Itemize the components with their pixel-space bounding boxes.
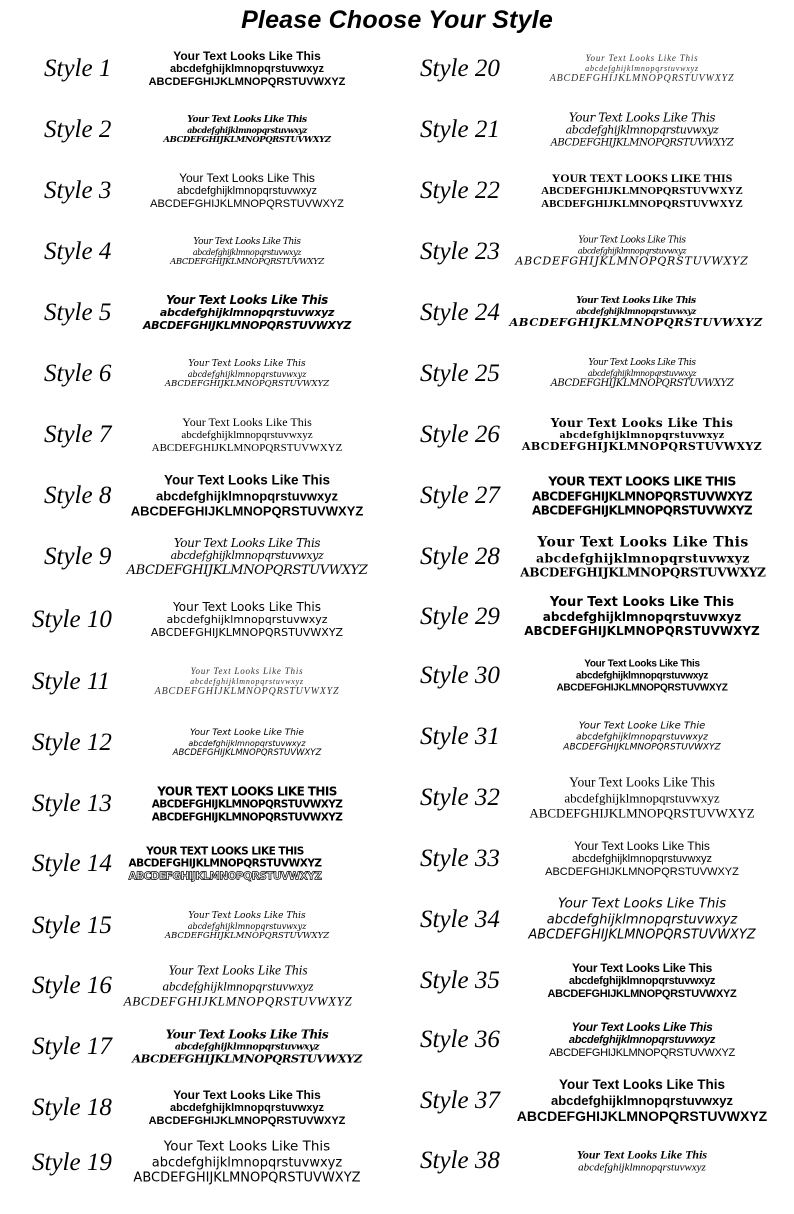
sample-line-3: ABCDEFGHIJKLMNOPQRSTUVWXYZ [547,988,737,1001]
font-sample [497,961,787,1001]
style-option[interactable] [0,590,397,650]
style-label: Style 5 [44,299,112,326]
sample-line-1: Your Text Looks Like This [165,1027,329,1042]
style-label: Style 20 [420,55,500,82]
style-option[interactable] [0,652,397,712]
style-option[interactable] [397,466,794,526]
style-option[interactable] [0,1078,397,1138]
font-sample [497,171,787,211]
sample-line-2: abcdefghijklmnopqrstuvwxyz [166,613,328,627]
style-option[interactable] [0,956,397,1016]
style-label: Style 32 [420,784,500,811]
sample-line-1: Your Text Looks Like This [574,838,710,853]
style-option[interactable] [397,39,794,99]
style-label: Style 14 [32,850,112,877]
page-title: Please Choose Your Style [241,6,553,34]
sample-line-3: ABCDEFGHIJKLMNOPQRSTUVWXYZ [520,565,766,580]
font-sample [110,845,340,882]
style-option[interactable] [397,829,794,889]
sample-line-3: ABCDEFGHIJKLMNOPQRSTUVWXYZ [532,503,752,518]
sample-line-2: abcdefghijklmnopqrstuvwxyz [585,63,699,73]
sample-line-2: abcdefghijklmnopqrstuvwxyz [550,1093,734,1109]
sample-line-2: ABCDEFGHIJKLMNOPQRSTUVWXYZ [128,857,322,870]
style-label: Style 35 [420,967,500,994]
style-label: Style 37 [420,1087,500,1114]
style-label: Style 25 [420,360,500,387]
sample-line-3: ABCDEFGHIJKLMNOPQRSTUVWXYZ [516,1108,768,1125]
font-sample [112,293,382,333]
sample-line-1: Your Text Looke Like Thie [190,727,304,738]
font-sample [481,296,791,330]
sample-line-2: abcdefghijklmnopqrstuvwxyz [568,1034,716,1047]
style-label: Style 24 [420,299,500,326]
font-sample [112,115,382,145]
sample-line-1: Your Text Looks Like This [165,292,328,307]
font-sample [487,235,777,268]
font-sample [497,775,787,822]
font-sample [497,1077,787,1125]
sample-line-2: abcdefghijklmnopqrstuvwxyz [174,1041,320,1053]
sample-line-3: ABCDEFGHIJKLMNOPQRSTUVWXYZ [170,257,324,268]
style-option[interactable] [397,1131,794,1191]
sample-line-3: ABCDEFGHIJKLMNOPQRSTUVWXYZ [164,379,330,390]
style-label: Style 21 [420,116,500,143]
sample-line-1: Your Text Looks Like This [190,666,304,677]
font-sample [497,720,787,753]
style-option[interactable] [397,527,794,587]
style-label: Style 3 [44,177,112,204]
sample-line-2: abcdefghijklmnopqrstuvwxyz [170,548,324,562]
style-label: Style 7 [44,421,112,448]
style-option[interactable] [0,527,397,587]
style-label: Style 18 [32,1094,112,1121]
sample-line-2: abcdefghijklmnopqrstuvwxyz [565,123,719,137]
font-sample [88,963,388,1010]
style-option[interactable] [0,466,397,526]
sample-line-1: Your Text Looks Like This [188,358,306,369]
sample-line-1: Your Text Looks Like This [537,534,749,551]
sample-line-3: ABCDEFGHIJKLMNOPQRSTUVWXYZ [151,442,343,455]
style-option[interactable] [397,951,794,1011]
sample-line-3: ABCDEFGHIJKLMNOPQRSTUVWXYZ [556,681,728,693]
style-option[interactable] [0,1017,397,1077]
style-label: Style 1 [44,55,112,82]
sample-line-1: Your Text Looks Like This [168,962,308,978]
sample-line-3: ABCDEFGHIJKLMNOPQRSTUVWXYZ [549,1047,735,1060]
sample-line-1: Your Text Looks Like This [173,535,321,550]
sample-line-3: ABCDEFGHIJKLMNOPQRSTUVWXYZ [172,748,322,759]
style-option[interactable] [397,1071,794,1131]
sample-line-3: ABCDEFGHIJKLMNOPQRSTUVWXYZ [126,562,368,578]
font-sample [497,1020,787,1060]
style-option[interactable] [0,713,397,773]
sample-line-2: abcdefghijklmnopqrstuvwxyz [151,1155,343,1171]
sample-line-2: abcdefghijklmnopqrstuvwxyz [536,549,750,565]
sample-line-3: ABCDEFGHIJKLMNOPQRSTUVWXYZ [148,76,346,89]
sample-line-1: Your Text Looks Like This [550,415,734,430]
style-label: Style 16 [32,972,112,999]
style-label: Style 4 [44,238,112,265]
style-option[interactable] [0,161,397,221]
style-label: Style 10 [32,606,112,633]
sample-line-2: abcdefghijklmnopqrstuvwxyz [192,247,302,257]
sample-line-2: abcdefghijklmnopqrstuvwxyz [190,676,304,686]
sample-line-1: YOUR TEXT LOOKS LIKE THIS [548,473,736,489]
sample-line-3: ABCDEFGHIJKLMNOPQRSTUVWXYZ [521,440,763,454]
style-label: Style 27 [420,482,500,509]
font-sample [497,595,787,639]
font-sample [112,1028,382,1067]
sample-line-1: Your Text Looks Like This [588,358,696,369]
style-option[interactable] [397,405,794,465]
sample-line-3: ABCDEFGHIJKLMNOPQRSTUVWXYZ [128,870,322,883]
sample-line-3: ABCDEFGHIJKLMNOPQRSTUVWXYZ [163,135,331,146]
font-sample [112,666,382,698]
style-option[interactable] [397,344,794,404]
font-sample [112,785,382,824]
font-sample [112,728,382,758]
style-label: Style 17 [32,1033,112,1060]
sample-line-1: Your Text Looke Like Thie [578,720,706,732]
font-sample [497,111,787,150]
style-label: Style 11 [32,668,110,695]
font-sample [497,897,787,944]
sample-line-2: abcdefghijklmnopqrstuvwxyz [155,488,339,504]
sample-line-3: ABCDEFGHIJKLMNOPQRSTUVWXYZ [150,198,344,211]
font-sample [497,839,787,879]
sample-line-2: abcdefghijklmnopqrstuvwxyz [568,975,716,988]
sample-line-2: abcdefghijklmnopqrstuvwxyz [187,921,307,931]
sample-line-3: ABCDEFGHIJKLMNOPQRSTUVWXYZ [151,811,343,824]
style-option[interactable] [0,774,397,834]
sample-line-3: ABCDEFGHIJKLMNOPQRSTUVWXYZ [541,198,743,211]
sample-line-1: Your Text Looks Like This [568,110,716,125]
style-label: Style 8 [44,482,112,509]
sample-line-2: abcdefghijklmnopqrstuvwxyz [576,732,708,743]
sample-line-2: abcdefghijklmnopqrstuvwxyz [187,369,307,379]
sample-line-2: ABCDEFGHIJKLMNOPQRSTUVWXYZ [151,798,343,811]
sample-line-2: abcdefghijklmnopqrstuvwxyz [188,738,306,748]
style-option[interactable] [397,100,794,160]
font-sample [497,474,787,517]
sample-line-3: ABCDEFGHIJKLMNOPQRSTUVWXYZ [132,1051,362,1066]
sample-line-2: ABCDEFGHIJKLMNOPQRSTUVWXYZ [532,489,752,504]
style-option[interactable] [0,344,397,404]
style-option[interactable] [397,768,794,828]
font-sample [497,1147,787,1174]
style-label: Style 13 [32,790,112,817]
sample-line-2: abcdefghijklmnopqrstuvwxyz [162,978,314,994]
sample-line-3: ABCDEFGHIJKLMNOPQRSTUVWXYZ [150,626,344,640]
sample-line-3: ABCDEFGHIJKLMNOPQRSTUVWXYZ [524,624,760,639]
font-sample [112,600,382,640]
sample-line-3: ABCDEFGHIJKLMNOPQRSTUVWXYZ [148,1115,346,1128]
sample-line-3: ABCDEFGHIJKLMNOPQRSTUVWXYZ [515,254,749,268]
style-label: Style 30 [420,662,500,689]
style-option[interactable] [0,39,397,99]
sample-line-1: Your Text Looks Like This [188,910,306,921]
sample-line-1: Your Text Looks Like This [173,48,321,63]
sample-line-2: abcdefghijklmnopqrstuvwxyz [576,305,696,316]
sample-line-1: Your Text Looks Like This [576,1147,708,1162]
sample-line-1: Your Text Looks Like This [558,1077,726,1093]
style-label: Style 33 [420,845,500,872]
sample-line-1: YOUR TEXT LOOKS LIKE THIS [157,784,337,799]
sample-line-2: abcdefghijklmnopqrstuvwxyz [169,1102,325,1115]
sample-line-3: ABCDEFGHIJKLMNOPQRSTUVWXYZ [550,378,734,390]
font-sample [112,415,382,455]
style-label: Style 31 [420,723,500,750]
font-sample [112,359,382,389]
style-label: Style 6 [44,360,112,387]
sample-line-1: YOUR TEXT LOOKS LIKE THIS [146,845,304,858]
sample-line-2: abcdefghijklmnopqrstuvwxyz [571,853,712,866]
style-label: Style 34 [420,906,500,933]
style-option[interactable] [397,161,794,221]
style-option[interactable] [397,646,794,706]
sample-line-1: Your Text Looks Like This [585,53,699,64]
style-label: Style 29 [420,603,500,630]
sample-line-1: Your Text Looks Like This [549,595,735,611]
style-option[interactable] [0,222,397,282]
sample-line-1: Your Text Looks Like This [584,658,700,670]
style-option[interactable] [397,283,794,343]
sample-line-1: Your Text Looks Like This [179,170,315,185]
sample-line-2: abcdefghijklmnopqrstuvwxyz [159,306,335,320]
sample-line-1: Your Text Looks Like This [173,599,321,614]
style-option[interactable] [397,1010,794,1070]
sample-line-2: abcdefghijklmnopqrstuvwxyz [546,912,738,928]
sample-line-2: abcdefghijklmnopqrstuvwxyz [577,246,687,256]
sample-line-1: Your Text Looks Like This [557,895,727,912]
sample-line-2: abcdefghijklmnopqrstuvwxyz [187,124,307,135]
style-label: Style 36 [420,1026,500,1053]
sample-line-3: ABCDEFGHIJKLMNOPQRSTUVWXYZ [154,686,340,698]
sample-line-3: ABCDEFGHIJKLMNOPQRSTUVWXYZ [529,805,755,821]
sample-line-3: ABCDEFGHIJKLMNOPQRSTUVWXYZ [130,503,364,519]
sample-line-1: Your Text Looks Like This [571,960,713,975]
sample-line-3: ABCDEFGHIJKLMNOPQRSTUVWXYZ [545,866,739,879]
style-option[interactable] [0,1133,397,1193]
font-sample [497,53,787,85]
style-option[interactable] [397,587,794,647]
style-label: Style 22 [420,177,500,204]
sample-line-3: ABCDEFGHIJKLMNOPQRSTUVWXYZ [142,319,352,333]
font-sample [497,416,787,454]
sample-line-1: Your Text Looks Like This [576,296,696,307]
style-label: Style 26 [420,421,500,448]
sample-line-1: Your Text Looks Like This [163,472,331,488]
sample-line-3: ABCDEFGHIJKLMNOPQRSTUVWXYZ [528,927,756,943]
sample-line-3: ABCDEFGHIJKLMNOPQRSTUVWXYZ [563,742,721,753]
style-option[interactable] [0,100,397,160]
sample-line-3: ABCDEFGHIJKLMNOPQRSTUVWXYZ [123,993,353,1009]
sample-line-3: ABCDEFGHIJKLMNOPQRSTUVWXYZ [550,137,734,149]
sample-line-2: abcdefghijklmnopqrstuvwxyz [564,790,720,806]
sample-line-3: ABCDEFGHIJKLMNOPQRSTUVWXYZ [133,1170,361,1186]
font-sample [493,534,793,579]
sample-line-1: Your Text Looks Like This [173,1087,321,1102]
font-sample [112,536,382,578]
sample-line-2: abcdefghijklmnopqrstuvwxyz [578,1161,706,1174]
sample-line-1: Your Text Looks Like This [163,1138,331,1155]
sample-line-1: Your Text Looks Like This [578,235,686,246]
style-label: Style 19 [32,1149,112,1176]
style-label: Style 9 [44,543,112,570]
font-sample [497,358,787,390]
style-option[interactable] [0,834,397,894]
sample-line-2: abcdefghijklmnopqrstuvwxyz [181,429,313,442]
style-option[interactable] [0,283,397,343]
style-option[interactable] [0,896,397,956]
sample-line-2: abcdefghijklmnopqrstuvwxyz [542,610,742,625]
sample-line-1: Your Text Looks Like This [193,236,301,247]
sample-line-1: YOUR TEXT LOOKS LIKE THIS [551,170,733,185]
sample-line-3: ABCDEFGHIJKLMNOPQRSTUVWXYZ [509,315,763,330]
sample-line-1: Your Text Looks Like This [182,414,312,429]
sample-line-1: Your Text Looks Like This [571,1019,713,1034]
style-option[interactable] [397,222,794,282]
sample-line-2: ABCDEFGHIJKLMNOPQRSTUVWXYZ [541,185,743,198]
font-sample [112,171,382,211]
style-label: Style 12 [32,729,112,756]
sample-line-2: abcdefghijklmnopqrstuvwxyz [169,63,325,76]
sample-line-2: abcdefghijklmnopqrstuvwxyz [575,670,709,682]
style-label: Style 2 [44,116,112,143]
style-option[interactable] [397,707,794,767]
sample-line-1: Your Text Looks Like This [569,774,715,790]
font-sample [112,911,382,941]
style-option[interactable] [397,890,794,950]
font-sample [112,473,382,520]
font-sample [112,237,382,267]
sample-line-1: Your Text Looks Like This [187,114,307,125]
style-label: Style 38 [420,1147,500,1174]
style-label: Style 23 [420,238,500,265]
sample-line-2: abcdefghijklmnopqrstuvwxyz [176,185,317,198]
sample-line-2: abcdefghijklmnopqrstuvwxyz [587,368,697,378]
style-label: Style 28 [420,543,500,570]
style-label: Style 15 [32,912,112,939]
style-option[interactable] [0,405,397,465]
sample-line-3: ABCDEFGHIJKLMNOPQRSTUVWXYZ [164,931,330,942]
sample-line-2: abcdefghijklmnopqrstuvwxyz [559,429,725,441]
font-sample [112,1088,382,1128]
sample-line-3: ABCDEFGHIJKLMNOPQRSTUVWXYZ [549,73,735,85]
font-sample [112,1140,382,1187]
font-sample [112,49,382,89]
font-sample [497,658,787,693]
